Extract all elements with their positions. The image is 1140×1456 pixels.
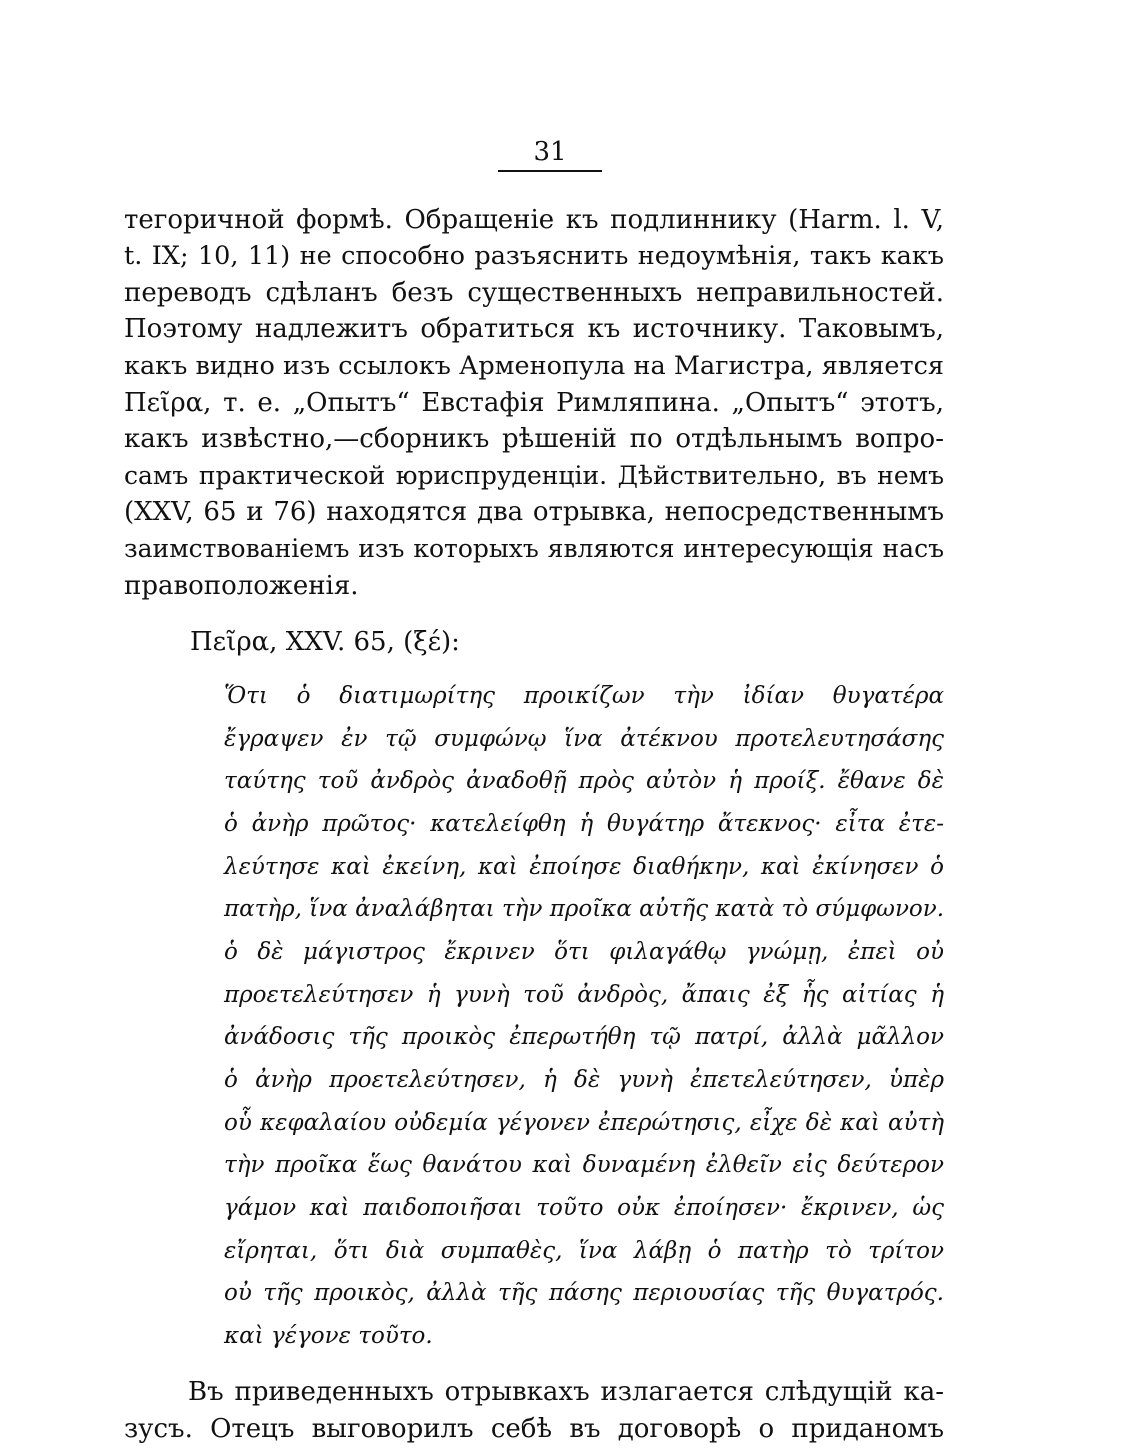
text-line: зусъ. Отецъ выговорилъ себѣ въ договорѣ о приданомъ	[124, 1414, 944, 1444]
quote-line: τὴν προῖκα ἕως θανάτου καὶ δυναμένη ἐλθεῖν εἰς δεύτερον	[224, 1152, 944, 1178]
quote-line: προετελεύτησεν ἡ γυνὴ τοῦ ἀνδρὸς, ἄπαις ἐξ ἧς αἰτίας ἡ	[224, 982, 944, 1008]
text-line: какъ видно изъ ссылокъ Арменопула на Магистра, является	[124, 351, 944, 381]
text-line: правоположенія.	[124, 571, 359, 601]
text-line: тегоричной формѣ. Обращеніе къ подлиннику (Harm. l. V,	[124, 205, 944, 235]
text-line: переводъ сдѣланъ безъ существенныхъ неправильностей.	[124, 278, 944, 308]
text-line: Въ приведенныхъ отрывкахъ излагается слѣдущій ка-	[188, 1377, 944, 1407]
text-line: заимствованіемъ изъ которыхъ являются интересующія насъ	[124, 534, 944, 563]
quote-line: ὁ ἀνὴρ πρῶτος· κατελείφθη ἡ θυγάτηρ ἄτεκνος· εἶτα ἐτε-	[224, 811, 944, 837]
quote-line: οὗ κεφαλαίου οὐδεμία γέγονεν ἐπερώτησις, εἶχε δὲ καὶ αὐτὴ	[224, 1110, 944, 1136]
quote-line: οὐ τῆς προικὸς, ἀλλὰ τῆς πάσης περιουσίας τῆς θυγατρός.	[224, 1280, 944, 1306]
text-line: Поэтому надлежитъ обратиться къ источнику. Таковымъ,	[124, 314, 944, 344]
quote-line: λεύτησε καὶ ἐκείνη, καὶ ἐποίησε διαθήκην, καὶ ἐκίνησεν ὁ	[224, 854, 944, 880]
quote-line: ἀνάδοσις τῆς προικὸς ἐπερωτήθη τῷ πατρί, ἀλλὰ μᾶλλον	[224, 1024, 944, 1050]
citation-heading: Πεῖρα, XXV. 65, (ξέ):	[190, 627, 460, 657]
page-number-rule	[498, 170, 602, 172]
quote-line: ταύτης τοῦ ἀνδρὸς ἀναδοθῇ πρὸς αὐτὸν ἡ προίξ. ἔθανε δὲ	[224, 768, 944, 794]
quote-line: ὁ δὲ μάγιστρος ἔκρινεν ὅτι φιλαγάθῳ γνώμῃ, ἐπεὶ οὐ	[224, 939, 944, 965]
quote-line: ὁ ἀνὴρ προετελεύτησεν, ἡ δὲ γυνὴ ἐπετελεύτησεν, ὑπὲρ	[224, 1067, 944, 1093]
quote-line: καὶ γέγονε τοῦτο.	[224, 1323, 433, 1349]
quote-line: ἔγραψεν ἐν τῷ συμφώνῳ ἵνα ἀτέκνου προτελευτησάσης	[224, 726, 944, 752]
quote-line: πατὴρ, ἵνα ἀναλάβηται τὴν προῖκα αὐτῆς κατὰ τὸ σύμφωνον.	[224, 896, 945, 922]
text-line: самъ практической юриспруденціи. Дѣйствительно, въ немъ	[124, 461, 944, 490]
text-line: t. IX; 10, 11) не способно разъяснить недоумѣнія, такъ какъ	[124, 241, 944, 271]
text-line: какъ извѣстно,—сборникъ рѣшеній по отдѣльнымъ вопро-	[124, 424, 944, 454]
text-line: Πεῖρα, т. е. „Опытъ“ Евстафія Римляпина. „Опытъ“ этотъ,	[124, 388, 944, 418]
page-number: 31	[533, 137, 567, 167]
text-line: (XXV, 65 и 76) находятся два отрывка, непосредственнымъ	[124, 497, 944, 527]
quote-line: Ὅτι ὁ διατιμωρίτης προικίζων τὴν ἰδίαν θυγατέρα	[224, 683, 944, 709]
quote-line: εἴρηται, ὅτι διὰ συμπαθὲς, ἵνα λάβῃ ὁ πατὴρ τὸ τρίτον	[224, 1238, 944, 1264]
quote-line: γάμον καὶ παιδοποιῆσαι τοῦτο οὐκ ἐποίησεν· ἔκρινεν, ὡς	[224, 1195, 944, 1221]
